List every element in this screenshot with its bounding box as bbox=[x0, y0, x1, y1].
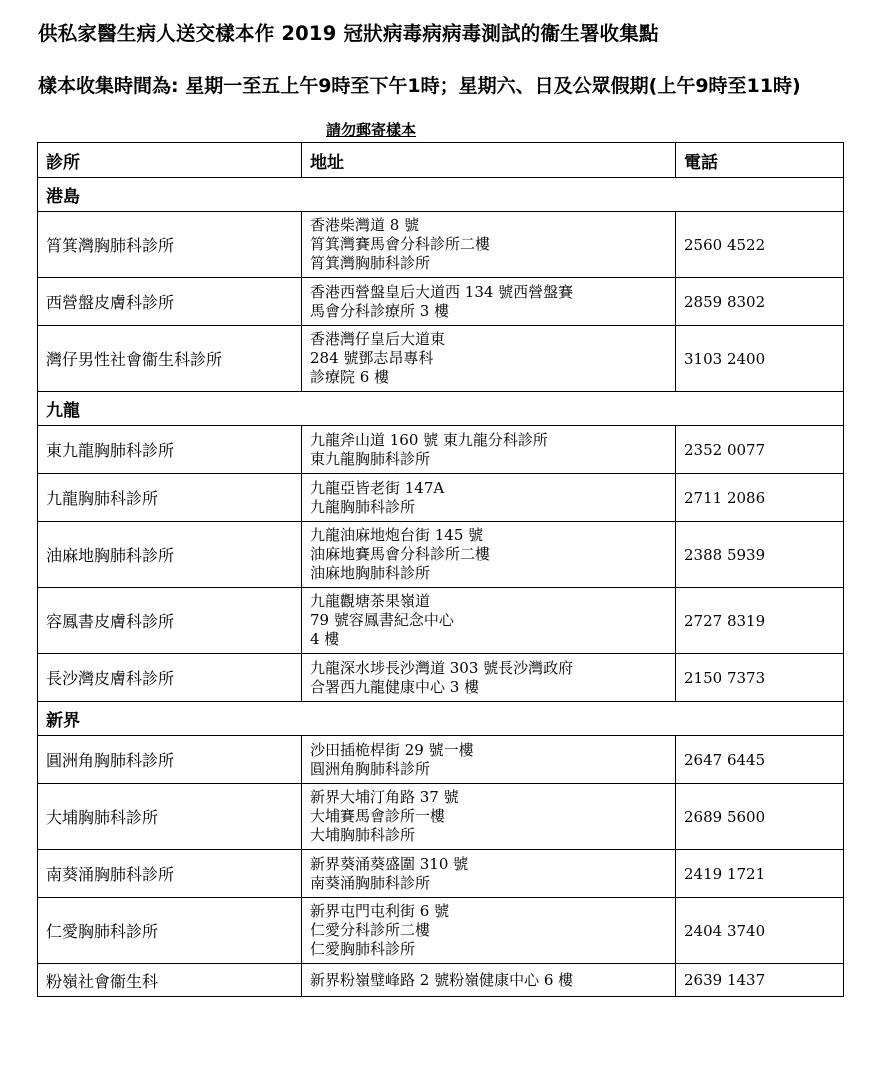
table-row bbox=[38, 326, 844, 392]
address-line: 仁愛分科診所二樓 bbox=[310, 921, 431, 939]
clinic-address bbox=[302, 522, 676, 588]
address-line: 九龍深水埗長沙灣道 303 號長沙灣政府 bbox=[310, 658, 574, 677]
clinic-phone: 2689 5600 bbox=[676, 784, 844, 850]
region-row bbox=[38, 702, 844, 736]
address-line: 香港柴灣道 8 號 bbox=[310, 216, 420, 234]
address-line: 筲箕灣賽馬會分科診所二樓 bbox=[310, 235, 491, 253]
region-heading: 港島 bbox=[38, 178, 844, 212]
clinic-name: 容鳳書皮膚科診所 bbox=[38, 588, 302, 654]
address-line: 新界粉嶺璧峰路 2 號粉嶺健康中心 6 樓 bbox=[310, 970, 574, 989]
address-line: 合署西九龍健康中心 3 樓 bbox=[310, 677, 480, 696]
address-line: 馬會分科診療所 3 樓 bbox=[310, 301, 450, 320]
clinic-phone: 2560 4522 bbox=[676, 212, 844, 278]
address-line: 九龍亞皆老街 147A bbox=[310, 478, 445, 497]
address-line: 診療院 6 樓 bbox=[310, 368, 390, 386]
address-line: 九龍胸肺科診所 bbox=[310, 497, 416, 516]
clinic-phone: 2419 1721 bbox=[676, 850, 844, 898]
clinic-phone: 2639 1437 bbox=[676, 964, 844, 997]
address-line: 東九龍胸肺科診所 bbox=[310, 449, 431, 468]
clinic-phone: 2404 3740 bbox=[676, 898, 844, 964]
clinic-address bbox=[302, 474, 676, 522]
address-line: 香港灣仔皇后大道東 bbox=[310, 330, 446, 348]
clinic-address bbox=[302, 326, 676, 392]
table-body bbox=[38, 178, 844, 997]
clinic-name: 東九龍胸肺科診所 bbox=[38, 426, 302, 474]
clinic-name: 仁愛胸肺科診所 bbox=[38, 898, 302, 964]
header-address: 地址 bbox=[302, 143, 676, 178]
address-line: 九龍觀塘茶果嶺道 bbox=[310, 592, 431, 610]
page-title: 供私家醫生病人送交樣本作 2019 冠狀病毒病病毒測試的衞生署收集點 bbox=[38, 22, 659, 45]
table-row bbox=[38, 522, 844, 588]
header-clinic: 診所 bbox=[38, 143, 302, 178]
clinic-phone: 2647 6445 bbox=[676, 736, 844, 784]
region-row bbox=[38, 392, 844, 426]
address-line: 油麻地胸肺科診所 bbox=[310, 564, 431, 582]
clinic-phone: 2388 5939 bbox=[676, 522, 844, 588]
address-line: 油麻地賽馬會分科診所二樓 bbox=[310, 545, 491, 563]
clinic-name: 大埔胸肺科診所 bbox=[38, 784, 302, 850]
table-row bbox=[38, 850, 844, 898]
clinic-phone: 2859 8302 bbox=[676, 278, 844, 326]
clinic-phone: 2711 2086 bbox=[676, 474, 844, 522]
clinic-name: 長沙灣皮膚科診所 bbox=[38, 654, 302, 702]
region-heading: 新界 bbox=[38, 702, 844, 736]
clinic-address bbox=[302, 784, 676, 850]
clinic-address bbox=[302, 278, 676, 326]
collection-points-table bbox=[37, 142, 844, 997]
table-row bbox=[38, 474, 844, 522]
no-mail-notice: 請勿郵寄樣本 bbox=[326, 121, 417, 139]
address-line: 新界屯門屯利街 6 號 bbox=[310, 902, 450, 920]
address-line: 沙田插桅桿街 29 號一樓 bbox=[310, 740, 474, 759]
clinic-address bbox=[302, 736, 676, 784]
clinic-name: 圓洲角胸肺科診所 bbox=[38, 736, 302, 784]
clinic-name: 筲箕灣胸肺科診所 bbox=[38, 212, 302, 278]
clinic-address bbox=[302, 964, 676, 997]
clinic-phone: 2352 0077 bbox=[676, 426, 844, 474]
clinic-address bbox=[302, 588, 676, 654]
address-line: 4 樓 bbox=[310, 630, 340, 648]
clinic-name: 灣仔男性社會衞生科診所 bbox=[38, 326, 302, 392]
table-row bbox=[38, 784, 844, 850]
clinic-name: 油麻地胸肺科診所 bbox=[38, 522, 302, 588]
region-row bbox=[38, 178, 844, 212]
address-line: 筲箕灣胸肺科診所 bbox=[310, 254, 431, 272]
address-line: 香港西營盤皇后大道西 134 號西營盤賽 bbox=[310, 282, 574, 301]
region-heading: 九龍 bbox=[38, 392, 844, 426]
header-phone: 電話 bbox=[676, 143, 844, 178]
clinic-phone: 2727 8319 bbox=[676, 588, 844, 654]
address-line: 284 號鄧志昂專科 bbox=[310, 349, 434, 367]
address-line: 九龍油麻地炮台街 145 號 bbox=[310, 526, 484, 544]
table-row bbox=[38, 278, 844, 326]
table-row bbox=[38, 736, 844, 784]
address-line: 九龍斧山道 160 號 東九龍分科診所 bbox=[310, 430, 548, 449]
clinic-name: 南葵涌胸肺科診所 bbox=[38, 850, 302, 898]
table-row bbox=[38, 898, 844, 964]
table-header-row bbox=[38, 143, 844, 178]
clinic-address bbox=[302, 898, 676, 964]
clinic-name: 西營盤皮膚科診所 bbox=[38, 278, 302, 326]
address-line: 大埔胸肺科診所 bbox=[310, 826, 416, 844]
collection-hours: 樣本收集時間為: 星期一至五上午9時至下午1時；星期六、日及公眾假期(上午9時至11時) bbox=[38, 75, 801, 97]
table-row bbox=[38, 212, 844, 278]
clinic-address bbox=[302, 426, 676, 474]
clinic-name: 粉嶺社會衞生科 bbox=[38, 964, 302, 997]
table-row bbox=[38, 426, 844, 474]
address-line: 仁愛胸肺科診所 bbox=[310, 940, 416, 958]
address-line: 新界大埔汀角路 37 號 bbox=[310, 788, 459, 806]
clinic-address bbox=[302, 212, 676, 278]
table-row bbox=[38, 964, 844, 997]
clinic-address bbox=[302, 654, 676, 702]
clinic-phone: 3103 2400 bbox=[676, 326, 844, 392]
clinic-address bbox=[302, 850, 676, 898]
address-line: 南葵涌胸肺科診所 bbox=[310, 873, 431, 892]
clinic-phone: 2150 7373 bbox=[676, 654, 844, 702]
table-row bbox=[38, 588, 844, 654]
address-line: 新界葵涌葵盛圍 310 號 bbox=[310, 854, 469, 873]
address-line: 79 號容鳳書紀念中心 bbox=[310, 611, 454, 629]
address-line: 大埔賽馬會診所一樓 bbox=[310, 807, 446, 825]
clinic-name: 九龍胸肺科診所 bbox=[38, 474, 302, 522]
address-line: 圓洲角胸肺科診所 bbox=[310, 759, 431, 778]
table-row bbox=[38, 654, 844, 702]
